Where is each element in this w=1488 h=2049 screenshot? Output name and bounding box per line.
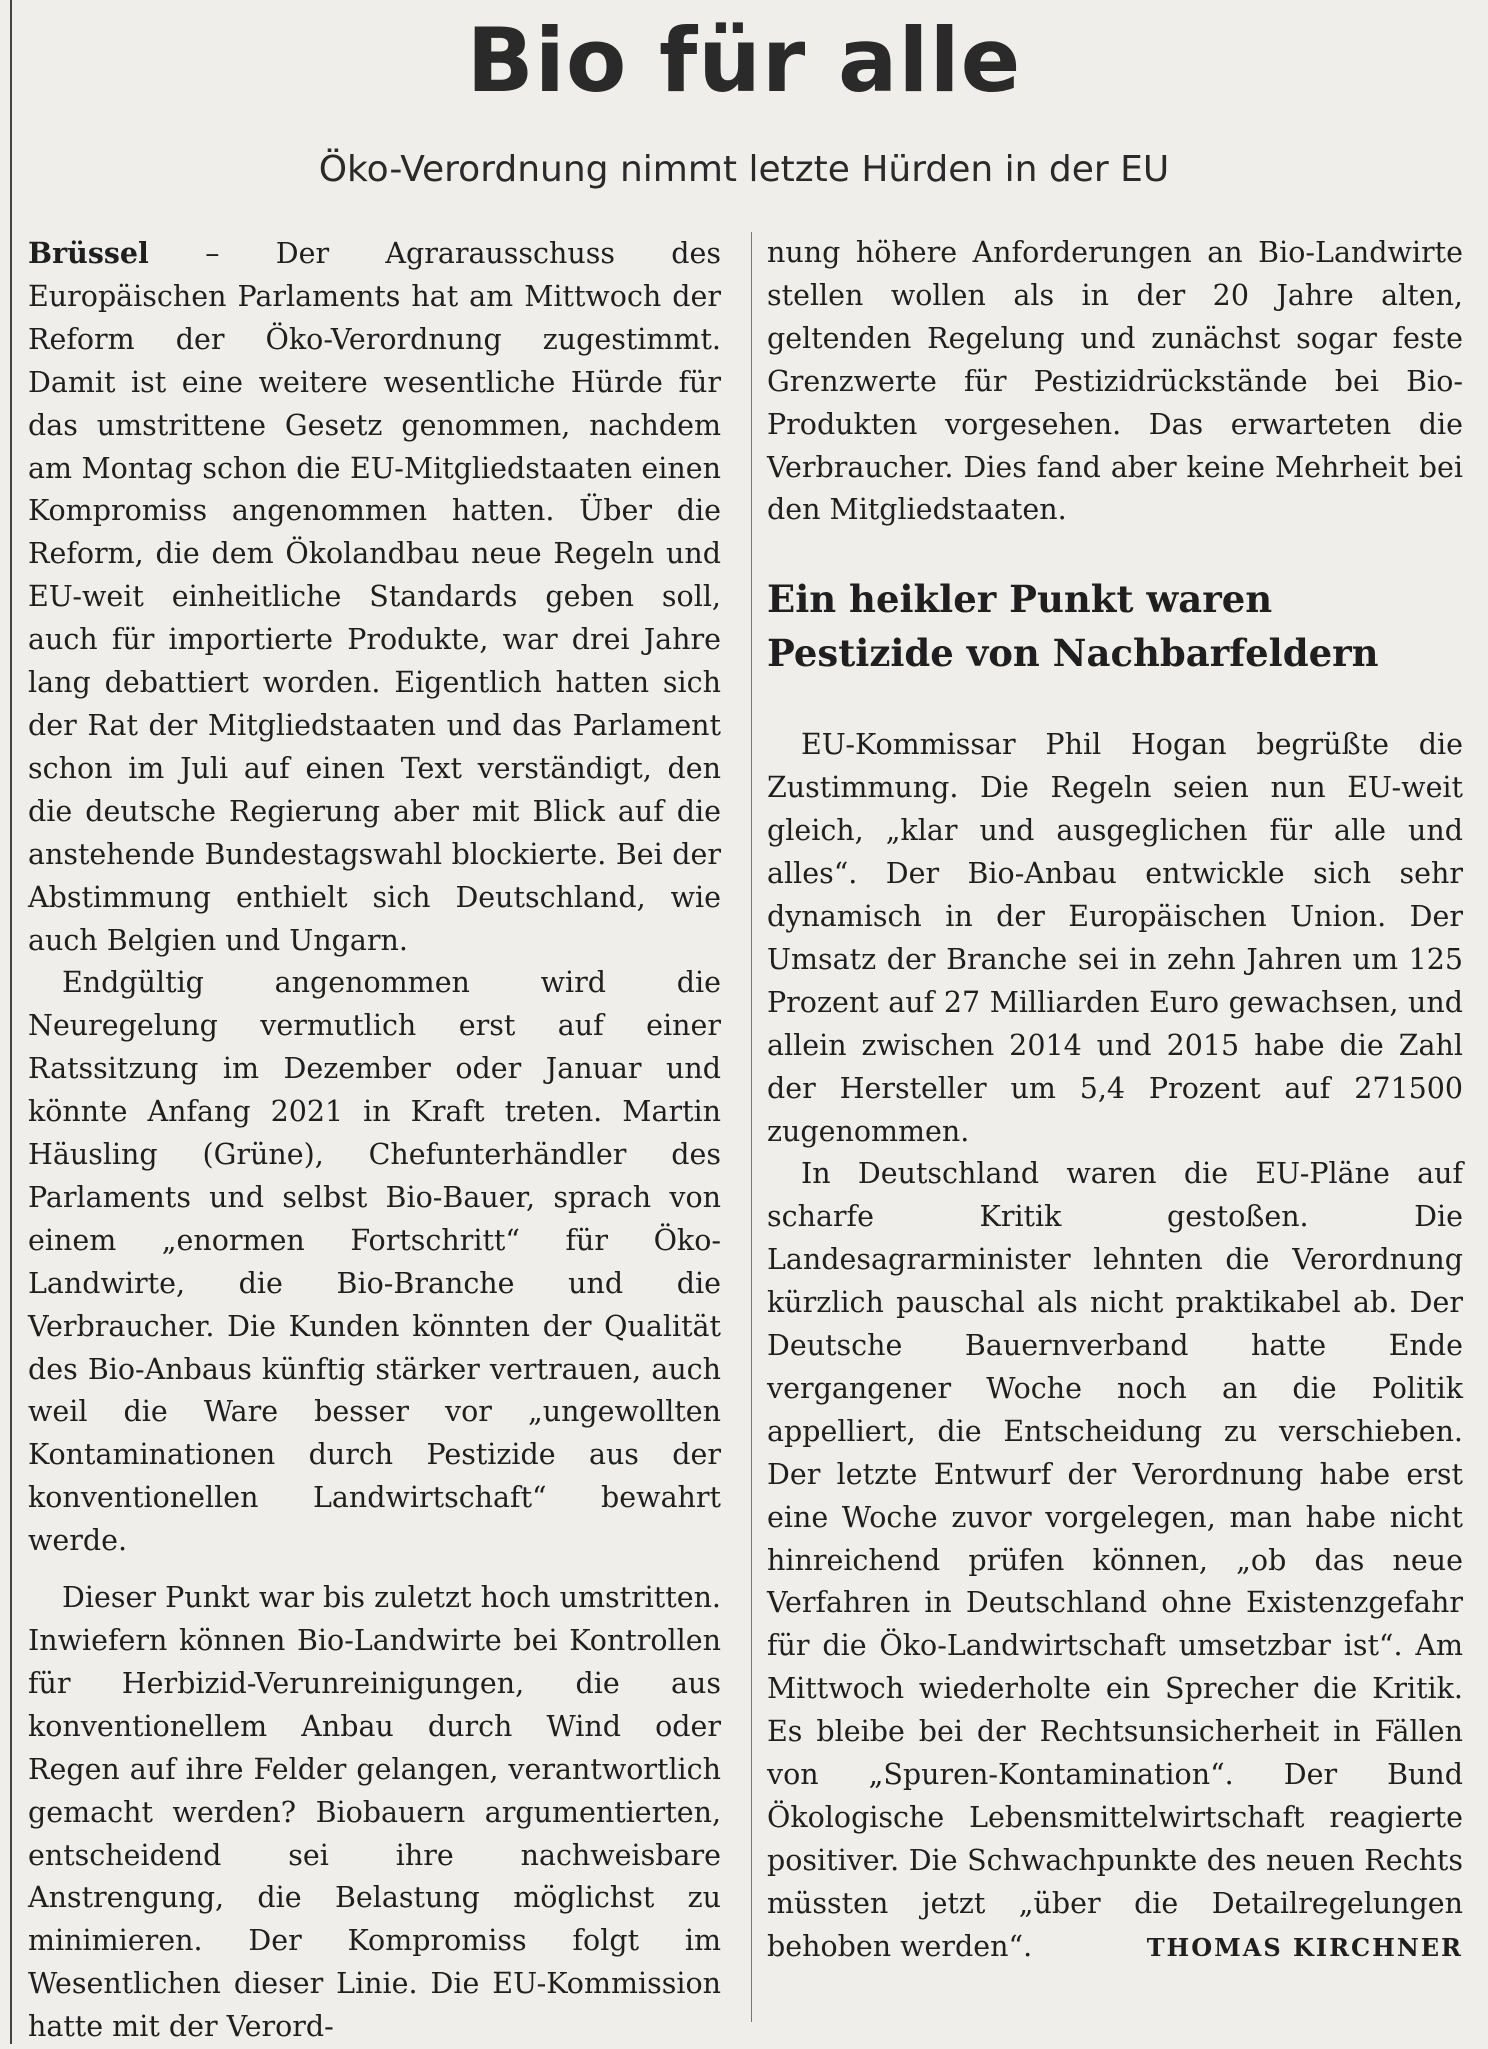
article-title: Bio für alle	[466, 9, 1022, 112]
paragraph-3: Dieser Punkt war bis zuletzt hoch umstritten. Inwiefern können Bio-Landwirte bei Kontrollen für Herbizid-Verunreinigungen, die aus konventionellem Anbau durch Wind oder Regen auf ihre Felder gelangen, verantwortlich gemacht werden? Biobauern argumentierten, entscheidend sei ihre nachweisbare Anstrengung, die Belastung möglichst zu minimieren. Der Kompromiss folgt im Wesentlichen dieser Linie. Die EU-Kommission hatte mit der Verord-	[28, 1581, 721, 2044]
left-border-rule	[10, 0, 12, 2044]
author-byline: THOMAS KIRCHNER	[1146, 1932, 1463, 1962]
paragraph-1	[28, 232, 721, 962]
paragraph-continuation: nung höhere Anforderungen an Bio-Landwirte stellen wollen als in der 20 Jahre alten, geltenden Regelung und zunächst sogar feste Grenzwerte für Pestizidrückstände bei Bio-Produkten vorgesehen. Das erwarteten die Verbraucher. Dies fand aber keine Mehrheit bei den Mitgliedstaaten.	[767, 236, 1463, 527]
paragraph-4: EU-Kommissar Phil Hogan begrüßte die Zustimmung. Die Regeln seien nun EU-weit gleich, „klar und ausgeglichen für alle und alles“. Der Bio-Anbau entwickle sich sehr dynamisch in der Europäischen Union. Der Umsatz der Branche sei in zehn Jahren um 125 Prozent auf 27 Milliarden Euro gewachsen, und allein zwischen 2014 und 2015 habe die Zahl der Hersteller um 5,4 Prozent auf 271500 zugenommen.	[767, 728, 1463, 1148]
paragraph-1-text: – Der Agrarausschuss des Europäischen Parlaments hat am Mittwoch der Reform der Öko-Verordnung zugestimmt. Damit ist eine weitere wesentliche Hürde für das umstrittene Gesetz genommen, nachdem am Montag schon die EU-Mitgliedstaaten einen Kompromiss angenommen hatten. Über die Reform, die dem Ökolandbau neue Regeln und EU-weit einheitliche Standards geben soll, auch für importierte Produkte, war drei Jahre lang debattiert worden. Eigentlich hatten sich der Rat der Mitgliedstaaten und das Parlament schon im Juli auf einen Text verständigt, den die deutsche Regierung aber mit Blick auf die anstehende Bundestagswahl blockierte. Bei der Abstimmung enthielt sich Deutschland, wie auch Belgien und Ungarn.	[28, 237, 722, 957]
column-divider	[751, 232, 752, 2022]
paragraph-5: In Deutschland waren die EU-Pläne auf scharfe Kritik gestoßen. Die Landesagrarminister lehnten die Verordnung kürzlich pauschal als nicht praktikabel ab. Der Deutsche Bauernverband hatte Ende vergangener Woche noch an die Politik appelliert, die Entscheidung zu verschieben. Der letzte Entwurf der Verordnung habe erst eine Woche zuvor vorgelegen, man habe nicht hinreichend prüfen können, „ob das neue Verfahren in Deutschland ohne Existenzgefahr für die Öko-Landwirtschaft umsetzbar ist“. Am Mittwoch wiederholte ein Sprecher die Kritik. Es bleibe bei der Rechtsunsicherheit in Fällen von „Spuren-Kontamination“. Der Bund Ökologische Lebensmittelwirtschaft reagierte positiver. Die Schwachpunkte des neuen Rechts müssten jetzt „über die Detailregelungen behoben werden“.	[767, 1157, 1463, 1963]
left-column	[28, 232, 721, 2049]
article-subtitle: Öko-Verordnung nimmt letzte Hürden in der EU	[318, 149, 1170, 190]
dateline: Brüssel	[28, 236, 149, 270]
paragraph-2: Endgültig angenommen wird die Neuregelung vermutlich erst auf einer Ratssitzung im Dezember oder Januar und könnte Anfang 2021 in Kraft treten. Martin Häusling (Grüne), Chefunterhändler des Parlaments und selbst Bio-Bauer, sprach von einem „enormen Fortschritt“ für Öko-Landwirte, die Bio-Branche und die Verbraucher. Die Kunden könnten der Qualität des Bio-Anbaus künftig stärker vertrauen, auch weil die Ware besser vor „ungewollten Kontaminationen durch Pestizide aus der konventionellen Landwirtschaft“ bewahrt werde.	[28, 966, 721, 1558]
subheading: Ein heikler Punkt waren Pestizide von Nachbarfeldern	[767, 577, 1379, 676]
right-column	[767, 232, 1463, 1970]
